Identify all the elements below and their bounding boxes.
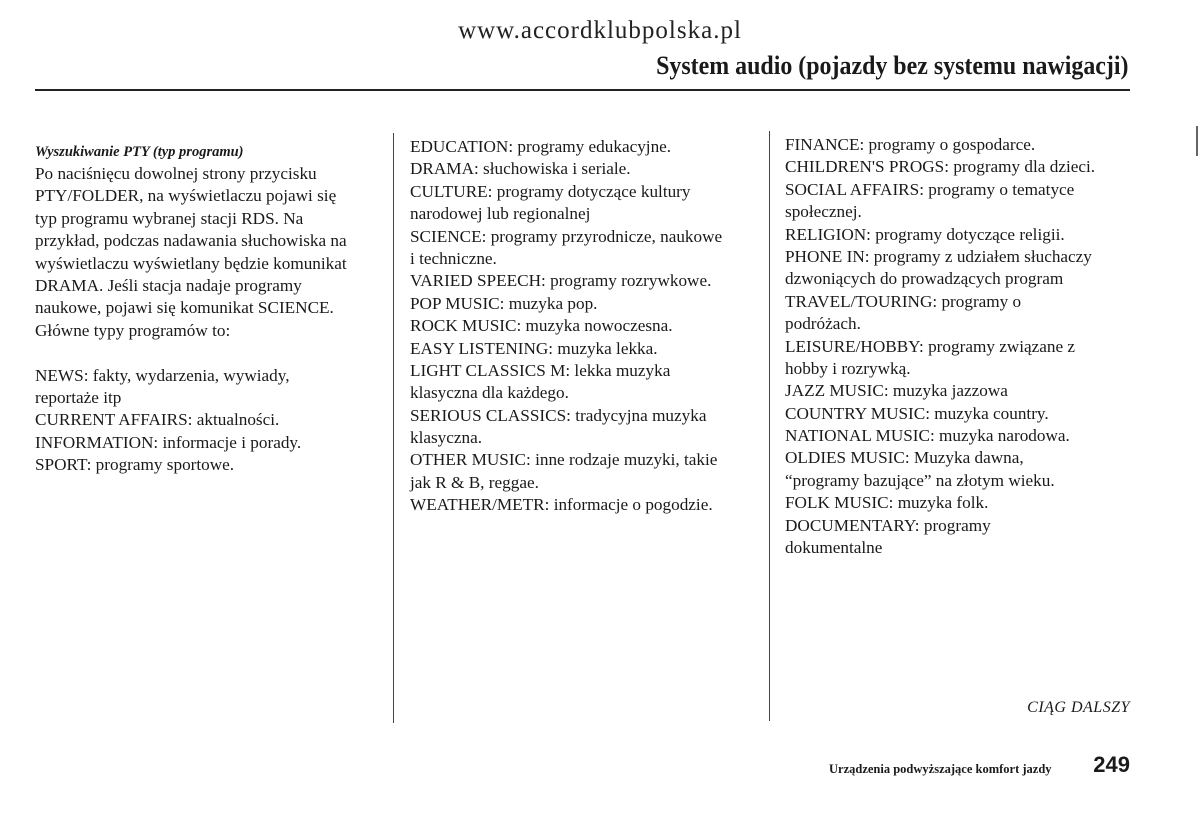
list-item: LEISURE/HOBBY: programy związane z [785,336,1076,356]
list-item: ROCK MUSIC: muzyka nowoczesna. [410,316,673,336]
list-item: podróżach. [785,314,861,334]
list-item: COUNTRY MUSIC: muzyka country. [785,403,1049,423]
list-item: FINANCE: programy o gospodarce. [785,135,1036,154]
list-item: SCIENCE: programy przyrodnicze, naukowe [410,226,723,246]
list-item: OLDIES MUSIC: Muzyka dawna, [785,448,1024,468]
paragraph-line: PTY/FOLDER, na wyświetlaczu pojawi się [35,186,337,206]
subheading: Wyszukiwanie PTY (typ programu) [35,144,244,160]
list-item: hobby i rozrywką. [785,358,911,378]
list-item: CULTURE: programy dotyczące kultury [410,181,691,201]
continued-label: CIĄG DALSZY [1027,699,1130,716]
spacer [35,342,347,364]
list-item: OTHER MUSIC: inne rodzaje muzyki, takie [410,450,718,470]
list-item: i techniczne. [410,248,497,268]
paragraph-line: typ programu wybranej stacji RDS. Na [35,208,304,228]
list-item: WEATHER/METR: informacje o pogodzie. [410,495,713,515]
list-item: INFORMATION: informacje i porady. [35,432,302,452]
list-item: LIGHT CLASSICS M: lekka muzyka [410,360,671,380]
list-item: SPORT: programy sportowe. [35,455,235,475]
header-divider [35,89,1130,91]
column-divider [769,131,770,721]
site-url[interactable]: www.accordklubpolska.pl [458,17,742,44]
list-item: EDUCATION: programy edukacyjne. [410,137,672,156]
list-item: reportaże itp [35,387,122,407]
column-1 [35,141,347,476]
list-item: PHONE IN: programy z udziałem słuchaczy [785,246,1092,266]
section-title: System audio (pojazdy bez systemu nawigacji) [655,51,1128,80]
list-item: EASY LISTENING: muzyka lekka. [410,338,658,358]
column-2 [410,136,722,517]
list-item: SERIOUS CLASSICS: tradycyjna muzyka [410,405,707,425]
list-item: narodowej lub regionalnej [410,204,591,224]
page-number: 249 [1093,752,1130,777]
list-item: NEWS: fakty, wydarzenia, wywiady, [35,365,290,385]
list-item: klasyczna. [410,428,483,448]
column-divider [393,133,394,723]
list-item: TRAVEL/TOURING: programy o [785,291,1022,311]
list-item: SOCIAL AFFAIRS: programy o tematyce [785,179,1075,199]
list-item: klasyczna dla każdego. [410,383,569,403]
paragraph-line: przykład, podczas nadawania słuchowiska na [35,231,347,251]
paragraph-line: naukowe, pojawi się komunikat SCIENCE. [35,298,334,318]
list-item: NATIONAL MUSIC: muzyka narodowa. [785,426,1070,446]
list-item: społecznej. [785,202,862,222]
list-item: dzwoniących do prowadzących program [785,269,1064,289]
footer-section-label: Urządzenia podwyższające komfort jazdy [829,762,1052,776]
list-item: CURRENT AFFAIRS: aktualności. [35,410,280,430]
list-item: “programy bazujące” na złotym wieku. [785,470,1055,490]
paragraph-line: Po naciśnięcu dowolnej strony przycisku [35,164,317,183]
paragraph-line: Główne typy programów to: [35,320,231,340]
list-item: CHILDREN'S PROGS: programy dla dzieci. [785,157,1096,177]
list-item: DOCUMENTARY: programy [785,515,991,535]
list-item: POP MUSIC: muzyka pop. [410,293,598,313]
column-3 [785,134,1095,559]
list-item: JAZZ MUSIC: muzyka jazzowa [785,381,1008,401]
paragraph-line: wyświetlaczu wyświetlany będzie komunikat [35,253,347,273]
list-item: RELIGION: programy dotyczące religii. [785,224,1065,244]
list-item: dokumentalne [785,538,883,558]
list-item: FOLK MUSIC: muzyka folk. [785,493,989,513]
list-item: jak R & B, reggae. [410,472,539,492]
list-item: DRAMA: słuchowiska i seriale. [410,159,631,179]
page-edge-mark [1196,126,1198,156]
list-item: VARIED SPEECH: programy rozrywkowe. [410,271,712,291]
paragraph-line: DRAMA. Jeśli stacja nadaje programy [35,275,302,295]
